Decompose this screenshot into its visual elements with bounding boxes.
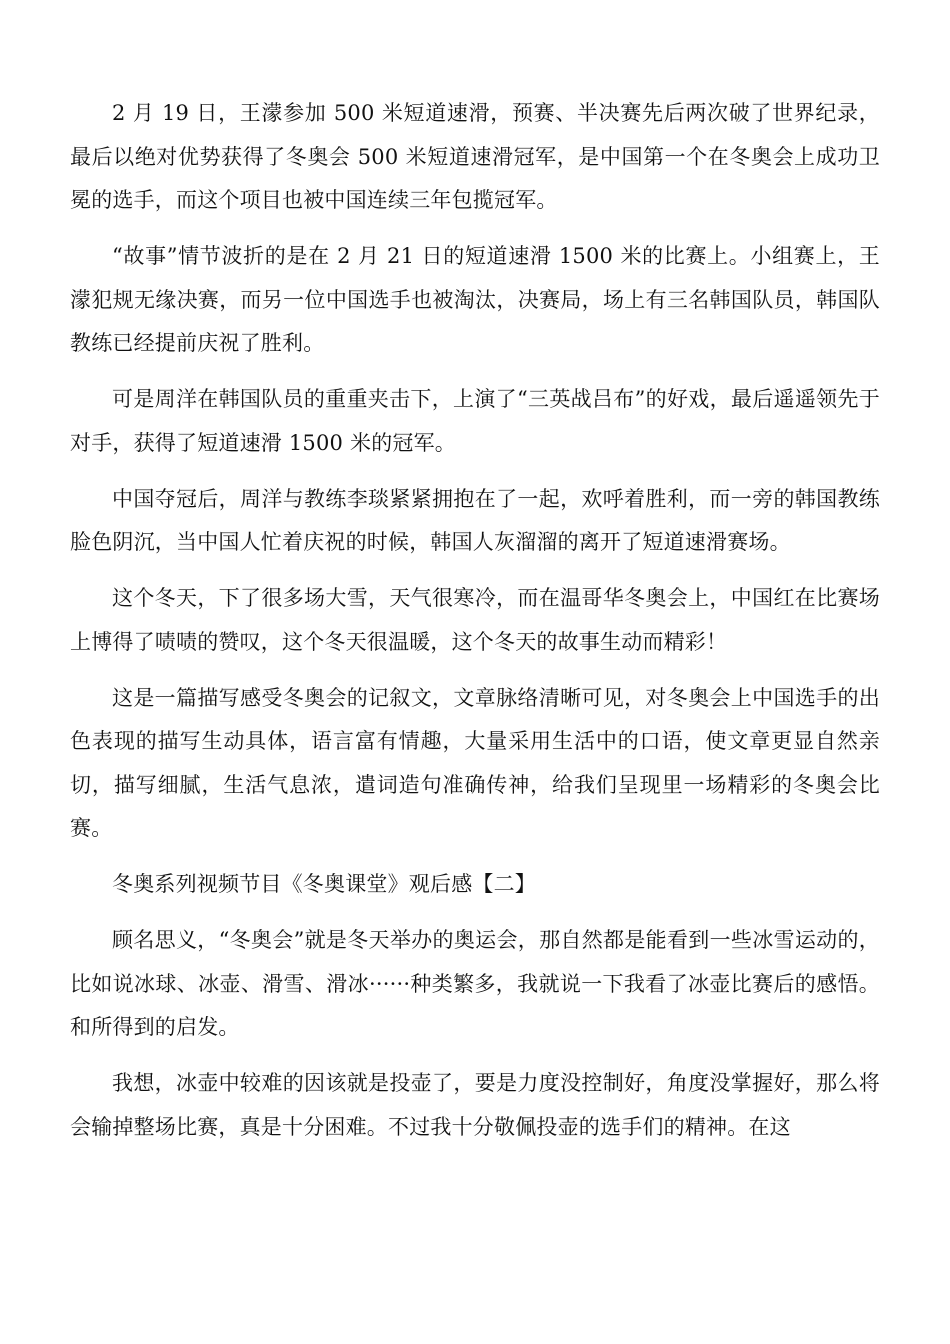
paragraph-4: 中国夺冠后，周洋与教练李琰紧紧拥抱在了一起，欢呼着胜利，而一旁的韩国教练脸色阴沉，当中国人忙着庆祝的时候，韩国人灰溜溜的离开了短道速滑赛场。: [70, 486, 880, 554]
paragraph-3: 可是周洋在韩国队员的重重夹击下，上演了“三英战吕布”的好戏，最后遥遥领先于对手，获得了短道速滑 1500 米的冠军。: [70, 387, 880, 455]
section-heading: 冬奥系列视频节目《冬奥课堂》观后感【二】: [112, 872, 536, 896]
document-body: [70, 92, 880, 1162]
paragraph-5: 这个冬天，下了很多场大雪，天气很寒冷，而在温哥华冬奥会上，中国红在比赛场上博得了啧啧的赞叹，这个冬天很温暖，这个冬天的故事生动而精彩！: [70, 586, 880, 654]
paragraph-6: 这是一篇描写感受冬奥会的记叙文，文章脉络清晰可见，对冬奥会上中国选手的出色表现的描写生动具体，语言富有情趣，大量采用生活中的口语，使文章更显自然亲切，描写细腻，生活气息浓，遣词造句准确传神，给我们呈现里一场精彩的冬奥会比赛。: [70, 685, 880, 840]
paragraph-8: 我想，冰壶中较难的因该就是投壶了，要是力度没控制好，角度没掌握好，那么将会输掉整场比赛，真是十分困难。不过我十分敬佩投壶的选手们的精神。在这: [70, 1071, 880, 1139]
paragraph-7: 顾名思义，“冬奥会”就是冬天举办的奥运会，那自然都是能看到一些冰雪运动的，比如说冰球、冰壶、滑雪、滑冰······种类繁多，我就说一下我看了冰壶比赛后的感悟。和所得到的启发。: [70, 928, 880, 1039]
paragraph-1: 2 月 19 日，王濛参加 500 米短道速滑，预赛、半决赛先后两次破了世界纪录，最后以绝对优势获得了冬奥会 500 米短道速滑冠军，是中国第一个在冬奥会上成功卫冕的选手，而这个项目也被中国连续三年包揽冠军。: [70, 101, 880, 212]
paragraph-2: “故事”情节波折的是在 2 月 21 日的短道速滑 1500 米的比赛上。小组赛上，王濛犯规无缘决赛，而另一位中国选手也被淘汰，决赛局，场上有三名韩国队员，韩国队教练已经提前庆祝了胜利。: [70, 244, 880, 355]
